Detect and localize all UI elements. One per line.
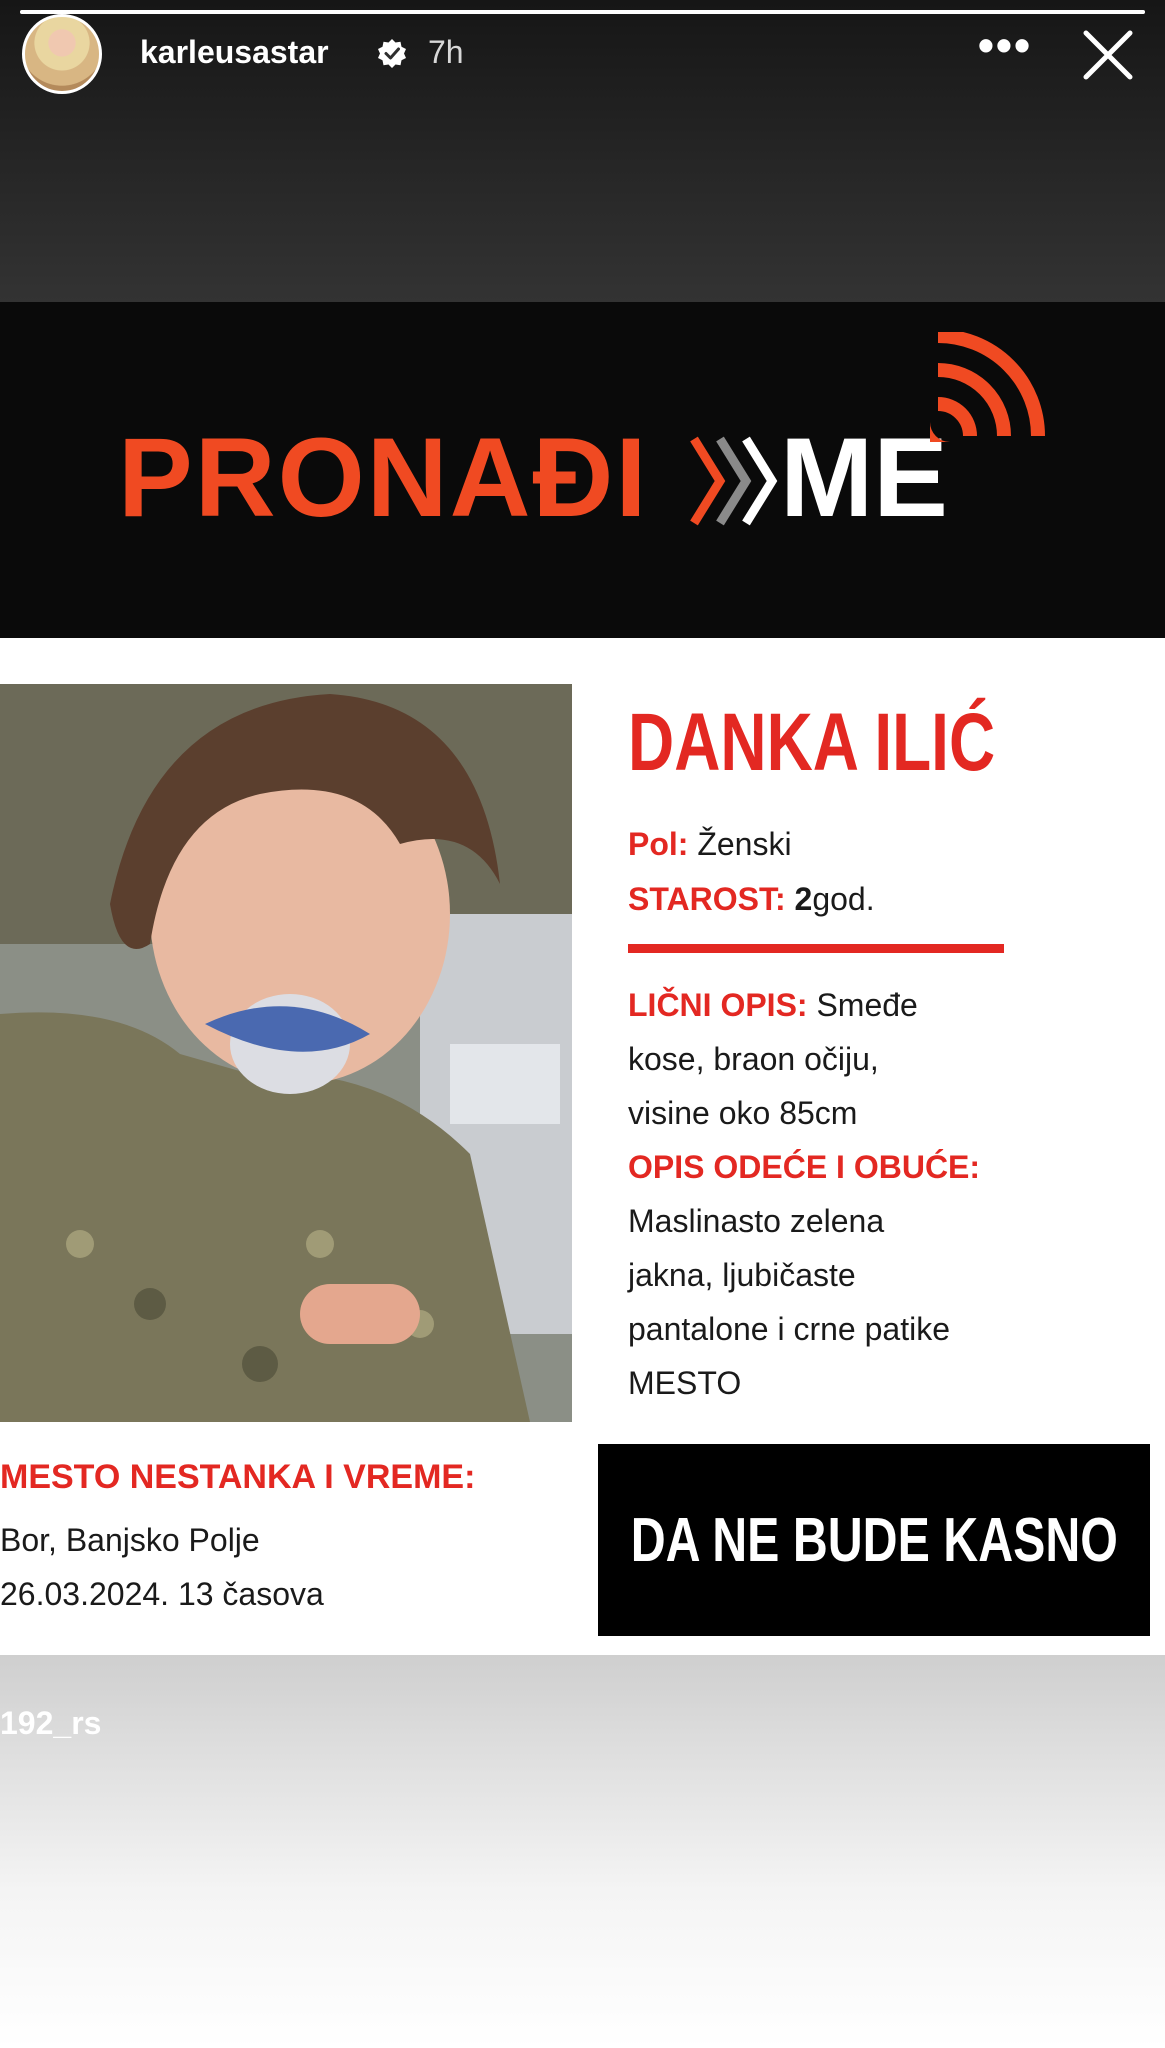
- avatar[interactable]: [22, 14, 102, 94]
- age-number: 2: [794, 881, 813, 917]
- username[interactable]: karleusastar: [140, 34, 329, 70]
- brand-logo-part1: PRONAĐI: [118, 415, 649, 540]
- story-footer-background: [0, 1655, 1165, 2048]
- personal-desc-line: Smeđe: [816, 987, 918, 1023]
- gender-row: [628, 826, 792, 863]
- clothing-label: OPIS ODEĆE I OBUĆE:: [628, 1149, 981, 1185]
- chevrons-icon: [690, 435, 780, 527]
- location-time: 26.03.2024. 13 časova: [0, 1576, 324, 1612]
- missing-person-poster: [0, 638, 1165, 1655]
- personal-desc-label: LIČNI OPIS:: [628, 987, 808, 1023]
- personal-desc-line: kose, braon očiju,: [628, 1041, 879, 1077]
- clothing-description: [628, 1140, 980, 1410]
- clothing-line: Maslinasto zelena: [628, 1203, 885, 1239]
- verified-badge-icon: [377, 38, 407, 68]
- story-progress-fill: [20, 10, 1145, 14]
- age-label: STAROST:: [628, 881, 786, 917]
- person-name: DANKA ILIĆ: [628, 697, 996, 788]
- age-row: [628, 881, 875, 918]
- brand-banner: [0, 302, 1165, 638]
- child-photo: [0, 684, 572, 1422]
- location-place: Bor, Banjsko Polje: [0, 1522, 260, 1558]
- gender-label: Pol:: [628, 826, 689, 862]
- story-progress-bar: [20, 10, 1145, 14]
- clothing-line: MESTO: [628, 1365, 742, 1401]
- divider-line: [628, 944, 1004, 953]
- personal-desc-line: visine oko 85cm: [628, 1095, 858, 1131]
- cta-box: [598, 1444, 1150, 1636]
- cta-text: DA NE BUDE KASNO: [630, 1505, 1118, 1575]
- age-unit: god.: [812, 881, 875, 917]
- post-time: 7h: [428, 34, 464, 70]
- more-options-icon[interactable]: •••: [977, 19, 1033, 71]
- close-icon[interactable]: [1080, 27, 1136, 83]
- personal-description: [628, 978, 918, 1140]
- brand-logo-part2: ME: [780, 415, 948, 540]
- credit-handle[interactable]: 192_rs: [0, 1705, 102, 1741]
- signal-icon: [930, 332, 1060, 442]
- clothing-line: pantalone i crne patike: [628, 1311, 950, 1347]
- gender-value: Ženski: [697, 826, 792, 862]
- location-label: MESTO NESTANKA I VREME:: [0, 1458, 476, 1496]
- clothing-line: jakna, ljubičaste: [628, 1257, 856, 1293]
